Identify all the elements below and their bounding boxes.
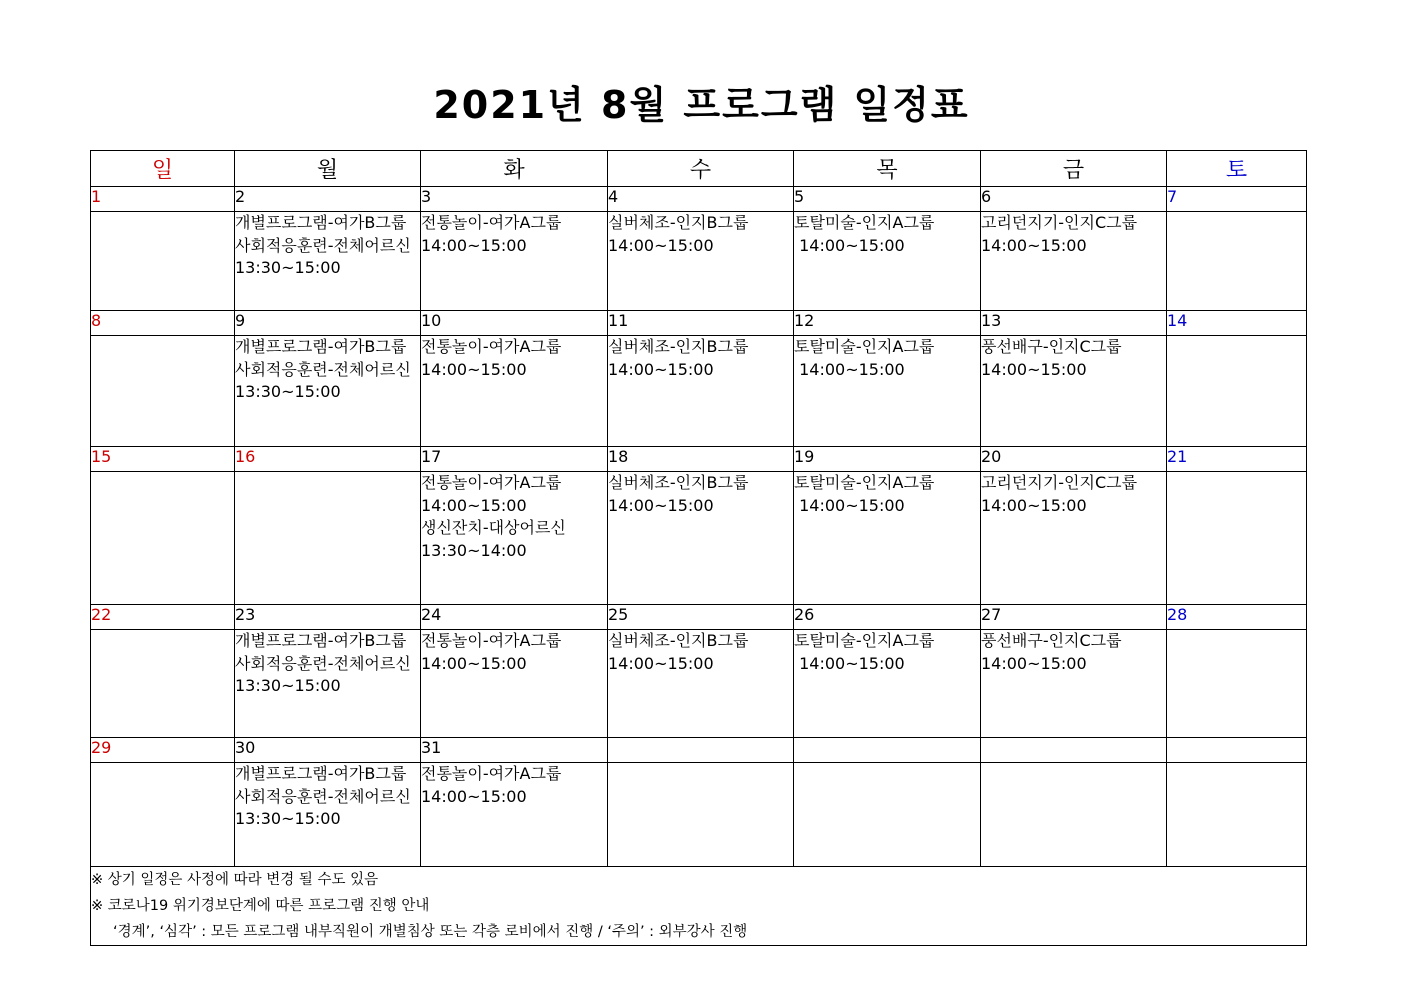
day-events-cell [235, 336, 421, 447]
weekday-mon: 월 [235, 151, 421, 187]
event-line: 14:00~15:00 [794, 359, 905, 379]
weekday-header-row [91, 151, 1307, 187]
date-number: 26 [794, 605, 981, 630]
date-number: 6 [981, 187, 1167, 212]
event-line: 전통놀이-여가A그룹 [421, 213, 562, 232]
date-number: 11 [608, 311, 794, 336]
day-events-cell [421, 763, 608, 867]
week-2-date-row [91, 311, 1307, 336]
date-number: 27 [981, 605, 1167, 630]
event-line: 14:00~15:00 [608, 653, 714, 673]
date-number: 15 [91, 447, 235, 472]
event-line: 13:30~15:00 [235, 258, 341, 277]
date-number [981, 738, 1167, 763]
event-line: 토탈미술-인지A그룹 [794, 631, 935, 650]
day-events-cell [421, 472, 608, 605]
event-line: 사회적응훈련-전체어르신 [235, 235, 411, 255]
date-number: 13 [981, 311, 1167, 336]
date-number: 5 [794, 187, 981, 212]
event-line: 14:00~15:00 [421, 653, 527, 673]
date-number: 22 [91, 605, 235, 630]
event-line: 토탈미술-인지A그룹 [794, 473, 935, 492]
week-4-date-row [91, 605, 1307, 630]
week-1-date-row [91, 187, 1307, 212]
date-number: 4 [608, 187, 794, 212]
weekday-tue: 화 [421, 151, 608, 187]
event-line: 개별프로그램-여가B그룹 [235, 213, 407, 232]
date-number: 1 [91, 187, 235, 212]
event-line: 14:00~15:00 [421, 495, 527, 515]
weekday-thu: 목 [794, 151, 981, 187]
day-events-cell [981, 630, 1167, 738]
date-number: 14 [1167, 311, 1307, 336]
week-1-events-row [91, 212, 1307, 311]
event-line: 14:00~15:00 [981, 653, 1087, 673]
day-events-cell [981, 336, 1167, 447]
event-line: 14:00~15:00 [794, 653, 905, 673]
event-line: 실버체조-인지B그룹 [608, 337, 749, 356]
event-line: 토탈미술-인지A그룹 [794, 213, 935, 232]
day-events-cell [421, 630, 608, 738]
event-line: 개별프로그램-여가B그룹 [235, 631, 407, 650]
event-line: 14:00~15:00 [981, 235, 1087, 255]
date-number [794, 738, 981, 763]
date-number: 2 [235, 187, 421, 212]
event-line: 전통놀이-여가A그룹 [421, 473, 562, 492]
event-line: 실버체조-인지B그룹 [608, 213, 749, 232]
calendar-table [90, 150, 1307, 946]
date-number: 31 [421, 738, 608, 763]
week-3-events-row [91, 472, 1307, 605]
date-number: 10 [421, 311, 608, 336]
event-line: 풍선배구-인지C그룹 [981, 631, 1122, 650]
event-line: 14:00~15:00 [981, 495, 1087, 515]
date-number: 7 [1167, 187, 1307, 212]
date-number: 28 [1167, 605, 1307, 630]
notes-row [91, 867, 1307, 946]
page-title: 2021년 8월 프로그램 일정표 [433, 83, 970, 127]
day-events-cell [794, 472, 981, 605]
event-line: 14:00~15:00 [608, 235, 714, 255]
event-line: 개별프로그램-여가B그룹 [235, 337, 407, 356]
event-line: 개별프로그램-여가B그룹 [235, 764, 407, 783]
week-5-date-row [91, 738, 1307, 763]
event-line: 13:30~15:00 [235, 676, 341, 695]
date-number: 17 [421, 447, 608, 472]
day-events-cell [1167, 630, 1307, 738]
day-events-cell [235, 212, 421, 311]
date-number: 25 [608, 605, 794, 630]
event-line: 14:00~15:00 [421, 235, 527, 255]
day-events-cell [91, 763, 235, 867]
event-line: 14:00~15:00 [794, 495, 905, 515]
day-events-cell [421, 212, 608, 311]
note-covid-heading: ※ 코로나19 위기경보단계에 따른 프로그램 진행 안내 [91, 898, 430, 914]
day-events-cell [421, 336, 608, 447]
date-number: 20 [981, 447, 1167, 472]
date-number: 9 [235, 311, 421, 336]
weekday-sat: 토 [1167, 151, 1307, 187]
day-events-cell [981, 212, 1167, 311]
day-events-cell [1167, 763, 1307, 867]
day-events-cell [981, 763, 1167, 867]
event-line: 고리던지기-인지C그룹 [981, 213, 1138, 232]
weekday-wed: 수 [608, 151, 794, 187]
event-line: 풍선배구-인지C그룹 [981, 337, 1122, 356]
date-number: 30 [235, 738, 421, 763]
date-number: 19 [794, 447, 981, 472]
day-events-cell [235, 472, 421, 605]
event-line: 14:00~15:00 [794, 235, 905, 255]
week-3-date-row [91, 447, 1307, 472]
day-events-cell [608, 212, 794, 311]
event-line: 고리던지기-인지C그룹 [981, 473, 1138, 492]
date-number: 24 [421, 605, 608, 630]
event-line: 전통놀이-여가A그룹 [421, 631, 562, 650]
week-5-events-row [91, 763, 1307, 867]
event-line: 14:00~15:00 [421, 786, 527, 806]
weekday-sun: 일 [91, 151, 235, 187]
event-line: 13:30~14:00 [421, 540, 527, 560]
date-number: 18 [608, 447, 794, 472]
event-line: 14:00~15:00 [981, 359, 1087, 379]
event-line: 14:00~15:00 [421, 359, 527, 379]
day-events-cell [608, 472, 794, 605]
day-events-cell [1167, 336, 1307, 447]
weekday-fri: 금 [981, 151, 1167, 187]
event-line: 14:00~15:00 [608, 495, 714, 515]
calendar-body [91, 187, 1307, 867]
date-number [1167, 738, 1307, 763]
week-2-events-row [91, 336, 1307, 447]
date-number: 12 [794, 311, 981, 336]
day-events-cell [794, 630, 981, 738]
event-line: 13:30~15:00 [235, 809, 341, 828]
event-line: 사회적응훈련-전체어르신 [235, 359, 411, 379]
date-number: 23 [235, 605, 421, 630]
event-line: 실버체조-인지B그룹 [608, 631, 749, 650]
note-schedule-change: ※ 상기 일정은 사정에 따라 변경 될 수도 있음 [91, 872, 379, 888]
day-events-cell [1167, 472, 1307, 605]
date-number: 21 [1167, 447, 1307, 472]
event-line: 토탈미술-인지A그룹 [794, 337, 935, 356]
day-events-cell [794, 212, 981, 311]
day-events-cell [91, 630, 235, 738]
day-events-cell [794, 336, 981, 447]
day-events-cell [794, 763, 981, 867]
notes-cell [91, 867, 1307, 946]
note-covid-detail: ‘경계’, ‘심각’ : 모든 프로그램 내부직원이 개별침상 또는 각층 로비에서 진행 / ‘주의’ : 외부강사 진행 [113, 924, 748, 940]
date-number: 3 [421, 187, 608, 212]
day-events-cell [235, 763, 421, 867]
day-events-cell [608, 336, 794, 447]
day-events-cell [235, 630, 421, 738]
day-events-cell [91, 336, 235, 447]
day-events-cell [608, 630, 794, 738]
week-4-events-row [91, 630, 1307, 738]
date-number [608, 738, 794, 763]
day-events-cell [91, 472, 235, 605]
day-events-cell [608, 763, 794, 867]
day-events-cell [1167, 212, 1307, 311]
event-line: 전통놀이-여가A그룹 [421, 764, 562, 783]
event-line: 사회적응훈련-전체어르신 [235, 653, 411, 673]
day-events-cell [981, 472, 1167, 605]
event-line: 실버체조-인지B그룹 [608, 473, 749, 492]
day-events-cell [91, 212, 235, 311]
date-number: 16 [235, 447, 421, 472]
event-line: 전통놀이-여가A그룹 [421, 337, 562, 356]
date-number: 29 [91, 738, 235, 763]
event-line: 사회적응훈련-전체어르신 [235, 786, 411, 806]
event-line: 14:00~15:00 [608, 359, 714, 379]
event-line: 13:30~15:00 [235, 382, 341, 401]
date-number: 8 [91, 311, 235, 336]
event-line: 생신잔치-대상어르신 [421, 518, 566, 537]
